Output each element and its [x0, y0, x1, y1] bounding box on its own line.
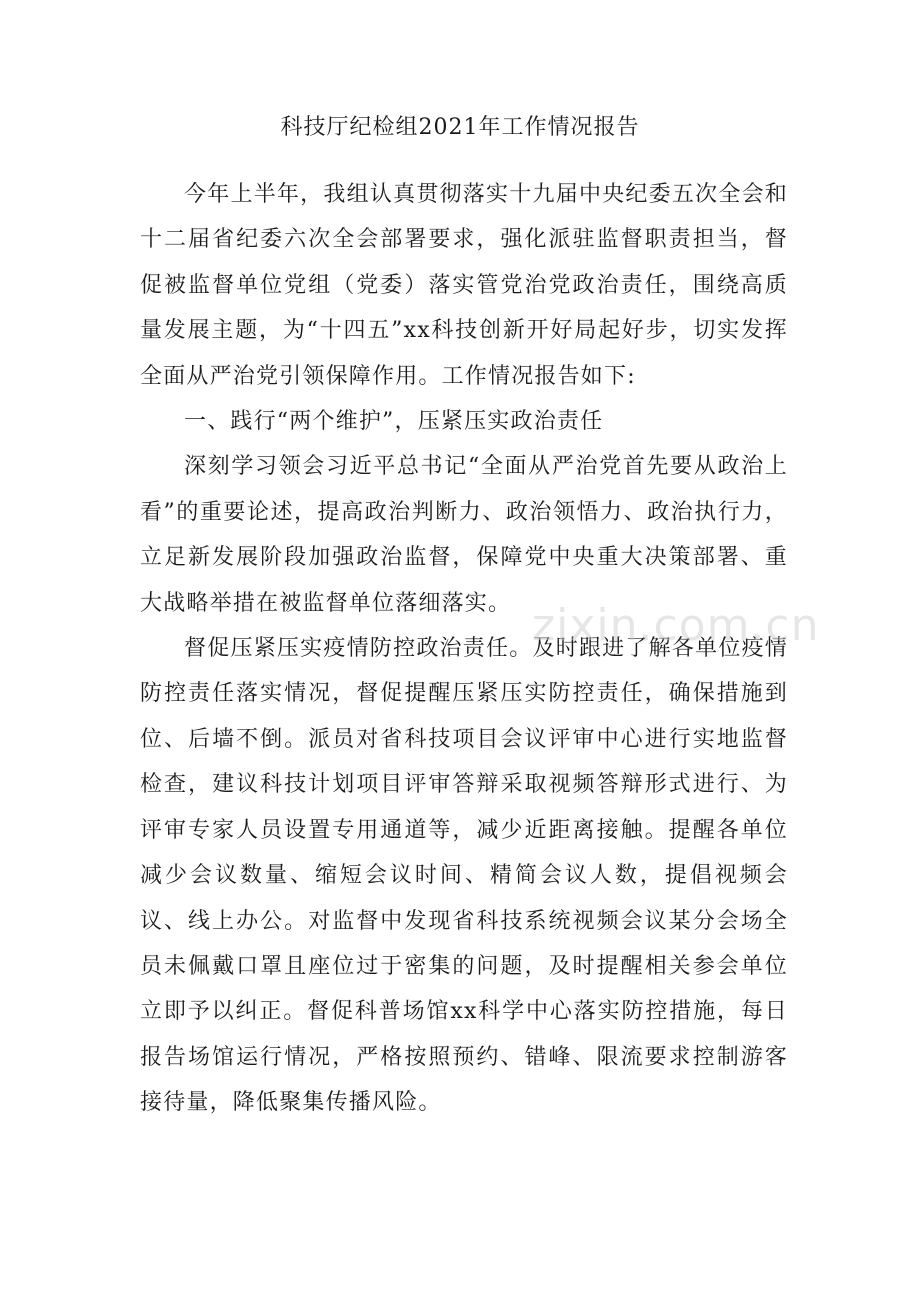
document-body: [140, 172, 788, 1126]
section-heading-1: 一、践行“两个维护”，压紧压实政治责任: [184, 409, 604, 435]
body-paragraph-1: 深刻学习领会习近平总书记“全面从严治党首先要从政治上看”的重要论述，提高政治判断力、政治领悟力、政治执行力，立足新发展阶段加强政治监督，保障党中央重大决策部署、重大战略举措在被监督单位落细落实。: [140, 454, 788, 616]
intro-paragraph: 今年上半年，我组认真贯彻落实十九届中央纪委五次全会和十二届省纪委六次全会部署要求，强化派驻监督职责担当，督促被监督单位党组（党委）落实管党治党政治责任，围绕高质量发展主题，为“十四五”xx科技创新开好局起好步，切实发挥全面从严治党引领保障作用。工作情况报告如下:: [140, 182, 788, 389]
body-paragraph-2: 督促压紧压实疫情防控政治责任。及时跟进了解各单位疫情防控责任落实情况，督促提醒压紧压实防控责任，确保措施到位、后墙不倒。派员对省科技项目会议评审中心进行实地监督检查，建议科技计划项目评审答辩采取视频答辩形式进行、为评审专家人员设置专用通道等，减少近距离接触。提醒各单位减少会议数量、缩短会议时间、精简会议人数，提倡视频会议、线上办公。对监督中发现省科技系统视频会议某分会场全员未佩戴口罩且座位过于密集的问题，及时提醒相关参会单位立即予以纠正。督促科普场馆xx科学中心落实防控措施，每日报告场馆运行情况，严格按照预约、错峰、限流要求控制游客接待量，降低聚集传播风险。: [140, 636, 788, 1116]
watermark: zixin.com.cn: [532, 600, 820, 651]
document-title: 科技厅纪检组2021年工作情况报告: [280, 115, 640, 140]
